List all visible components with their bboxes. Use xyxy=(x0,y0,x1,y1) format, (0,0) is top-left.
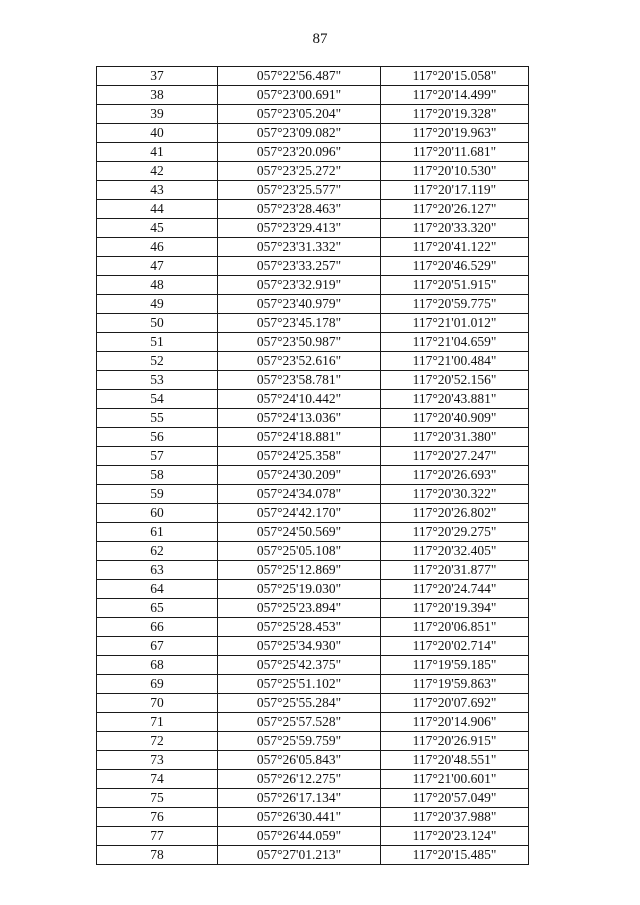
table-row xyxy=(97,485,529,504)
latitude-cell: 057°26'12.275" xyxy=(218,770,381,789)
table-row xyxy=(97,143,529,162)
coordinates-table-body xyxy=(97,67,529,865)
table-row xyxy=(97,827,529,846)
point-number-cell: 66 xyxy=(97,618,218,637)
latitude-cell: 057°25'55.284" xyxy=(218,694,381,713)
point-number-cell: 59 xyxy=(97,485,218,504)
longitude-cell: 117°20'17.119" xyxy=(381,181,529,200)
point-number-cell: 70 xyxy=(97,694,218,713)
table-row xyxy=(97,466,529,485)
point-number-cell: 60 xyxy=(97,504,218,523)
latitude-cell: 057°23'50.987" xyxy=(218,333,381,352)
point-number-cell: 78 xyxy=(97,846,218,865)
longitude-cell: 117°20'06.851" xyxy=(381,618,529,637)
longitude-cell: 117°20'14.906" xyxy=(381,713,529,732)
table-row xyxy=(97,808,529,827)
latitude-cell: 057°26'30.441" xyxy=(218,808,381,827)
table-row xyxy=(97,352,529,371)
latitude-cell: 057°27'01.213" xyxy=(218,846,381,865)
latitude-cell: 057°24'10.442" xyxy=(218,390,381,409)
longitude-cell: 117°20'27.247" xyxy=(381,447,529,466)
latitude-cell: 057°23'25.272" xyxy=(218,162,381,181)
point-number-cell: 49 xyxy=(97,295,218,314)
table-row xyxy=(97,675,529,694)
longitude-cell: 117°20'57.049" xyxy=(381,789,529,808)
table-row xyxy=(97,105,529,124)
longitude-cell: 117°20'11.681" xyxy=(381,143,529,162)
table-row xyxy=(97,162,529,181)
table-row xyxy=(97,390,529,409)
page-number: 87 xyxy=(312,31,328,47)
longitude-cell: 117°20'33.320" xyxy=(381,219,529,238)
table-row xyxy=(97,618,529,637)
latitude-cell: 057°23'28.463" xyxy=(218,200,381,219)
point-number-cell: 68 xyxy=(97,656,218,675)
point-number-cell: 57 xyxy=(97,447,218,466)
point-number-cell: 77 xyxy=(97,827,218,846)
table-row xyxy=(97,732,529,751)
latitude-cell: 057°25'42.375" xyxy=(218,656,381,675)
point-number-cell: 48 xyxy=(97,276,218,295)
table-row xyxy=(97,181,529,200)
longitude-cell: 117°20'48.551" xyxy=(381,751,529,770)
latitude-cell: 057°23'31.332" xyxy=(218,238,381,257)
latitude-cell: 057°23'09.082" xyxy=(218,124,381,143)
latitude-cell: 057°24'50.569" xyxy=(218,523,381,542)
table-row xyxy=(97,276,529,295)
longitude-cell: 117°20'40.909" xyxy=(381,409,529,428)
longitude-cell: 117°20'24.744" xyxy=(381,580,529,599)
point-number-cell: 61 xyxy=(97,523,218,542)
latitude-cell: 057°24'30.209" xyxy=(218,466,381,485)
table-row xyxy=(97,200,529,219)
table-row xyxy=(97,257,529,276)
latitude-cell: 057°23'45.178" xyxy=(218,314,381,333)
table-row xyxy=(97,124,529,143)
point-number-cell: 47 xyxy=(97,257,218,276)
table-row xyxy=(97,371,529,390)
point-number-cell: 71 xyxy=(97,713,218,732)
longitude-cell: 117°20'10.530" xyxy=(381,162,529,181)
table-row xyxy=(97,409,529,428)
table-row xyxy=(97,770,529,789)
point-number-cell: 64 xyxy=(97,580,218,599)
table-row xyxy=(97,580,529,599)
longitude-cell: 117°20'19.394" xyxy=(381,599,529,618)
table-row xyxy=(97,542,529,561)
latitude-cell: 057°23'05.204" xyxy=(218,105,381,124)
latitude-cell: 057°23'20.096" xyxy=(218,143,381,162)
longitude-cell: 117°20'26.915" xyxy=(381,732,529,751)
longitude-cell: 117°20'46.529" xyxy=(381,257,529,276)
longitude-cell: 117°21'01.012" xyxy=(381,314,529,333)
latitude-cell: 057°23'25.577" xyxy=(218,181,381,200)
latitude-cell: 057°25'59.759" xyxy=(218,732,381,751)
longitude-cell: 117°21'00.484" xyxy=(381,352,529,371)
point-number-cell: 72 xyxy=(97,732,218,751)
longitude-cell: 117°20'41.122" xyxy=(381,238,529,257)
point-number-cell: 39 xyxy=(97,105,218,124)
longitude-cell: 117°20'02.714" xyxy=(381,637,529,656)
longitude-cell: 117°20'30.322" xyxy=(381,485,529,504)
latitude-cell: 057°25'51.102" xyxy=(218,675,381,694)
longitude-cell: 117°20'26.802" xyxy=(381,504,529,523)
latitude-cell: 057°25'12.869" xyxy=(218,561,381,580)
point-number-cell: 43 xyxy=(97,181,218,200)
latitude-cell: 057°24'42.170" xyxy=(218,504,381,523)
longitude-cell: 117°20'31.380" xyxy=(381,428,529,447)
longitude-cell: 117°19'59.863" xyxy=(381,675,529,694)
point-number-cell: 40 xyxy=(97,124,218,143)
longitude-cell: 117°20'51.915" xyxy=(381,276,529,295)
latitude-cell: 057°23'00.691" xyxy=(218,86,381,105)
point-number-cell: 54 xyxy=(97,390,218,409)
point-number-cell: 65 xyxy=(97,599,218,618)
table-row xyxy=(97,219,529,238)
point-number-cell: 51 xyxy=(97,333,218,352)
point-number-cell: 62 xyxy=(97,542,218,561)
table-row xyxy=(97,295,529,314)
latitude-cell: 057°25'28.453" xyxy=(218,618,381,637)
point-number-cell: 45 xyxy=(97,219,218,238)
latitude-cell: 057°25'23.894" xyxy=(218,599,381,618)
table-row xyxy=(97,333,529,352)
latitude-cell: 057°25'34.930" xyxy=(218,637,381,656)
latitude-cell: 057°25'19.030" xyxy=(218,580,381,599)
table-row xyxy=(97,751,529,770)
longitude-cell: 117°20'59.775" xyxy=(381,295,529,314)
coordinates-table xyxy=(96,66,529,865)
longitude-cell: 117°20'19.328" xyxy=(381,105,529,124)
table-row xyxy=(97,789,529,808)
longitude-cell: 117°20'52.156" xyxy=(381,371,529,390)
point-number-cell: 69 xyxy=(97,675,218,694)
longitude-cell: 117°20'26.693" xyxy=(381,466,529,485)
point-number-cell: 50 xyxy=(97,314,218,333)
longitude-cell: 117°20'19.963" xyxy=(381,124,529,143)
table-row xyxy=(97,846,529,865)
point-number-cell: 44 xyxy=(97,200,218,219)
longitude-cell: 117°20'23.124" xyxy=(381,827,529,846)
point-number-cell: 42 xyxy=(97,162,218,181)
latitude-cell: 057°24'13.036" xyxy=(218,409,381,428)
table-row xyxy=(97,238,529,257)
latitude-cell: 057°23'52.616" xyxy=(218,352,381,371)
longitude-cell: 117°19'59.185" xyxy=(381,656,529,675)
point-number-cell: 74 xyxy=(97,770,218,789)
longitude-cell: 117°20'29.275" xyxy=(381,523,529,542)
longitude-cell: 117°21'04.659" xyxy=(381,333,529,352)
table-row xyxy=(97,314,529,333)
longitude-cell: 117°21'00.601" xyxy=(381,770,529,789)
point-number-cell: 52 xyxy=(97,352,218,371)
latitude-cell: 057°24'18.881" xyxy=(218,428,381,447)
point-number-cell: 37 xyxy=(97,67,218,86)
point-number-cell: 55 xyxy=(97,409,218,428)
table-row xyxy=(97,561,529,580)
latitude-cell: 057°26'05.843" xyxy=(218,751,381,770)
latitude-cell: 057°26'44.059" xyxy=(218,827,381,846)
table-row xyxy=(97,713,529,732)
point-number-cell: 75 xyxy=(97,789,218,808)
point-number-cell: 46 xyxy=(97,238,218,257)
table-row xyxy=(97,599,529,618)
table-row xyxy=(97,86,529,105)
point-number-cell: 38 xyxy=(97,86,218,105)
table-row xyxy=(97,67,529,86)
point-number-cell: 63 xyxy=(97,561,218,580)
table-row xyxy=(97,656,529,675)
latitude-cell: 057°26'17.134" xyxy=(218,789,381,808)
point-number-cell: 41 xyxy=(97,143,218,162)
table-row xyxy=(97,447,529,466)
longitude-cell: 117°20'26.127" xyxy=(381,200,529,219)
point-number-cell: 76 xyxy=(97,808,218,827)
table-row xyxy=(97,504,529,523)
table-row xyxy=(97,428,529,447)
table-row xyxy=(97,523,529,542)
longitude-cell: 117°20'31.877" xyxy=(381,561,529,580)
table-row xyxy=(97,637,529,656)
longitude-cell: 117°20'07.692" xyxy=(381,694,529,713)
latitude-cell: 057°23'32.919" xyxy=(218,276,381,295)
longitude-cell: 117°20'15.058" xyxy=(381,67,529,86)
longitude-cell: 117°20'15.485" xyxy=(381,846,529,865)
latitude-cell: 057°25'05.108" xyxy=(218,542,381,561)
point-number-cell: 53 xyxy=(97,371,218,390)
longitude-cell: 117°20'14.499" xyxy=(381,86,529,105)
table-row xyxy=(97,694,529,713)
latitude-cell: 057°25'57.528" xyxy=(218,713,381,732)
point-number-cell: 58 xyxy=(97,466,218,485)
point-number-cell: 56 xyxy=(97,428,218,447)
latitude-cell: 057°22'56.487" xyxy=(218,67,381,86)
point-number-cell: 67 xyxy=(97,637,218,656)
point-number-cell: 73 xyxy=(97,751,218,770)
latitude-cell: 057°23'29.413" xyxy=(218,219,381,238)
longitude-cell: 117°20'32.405" xyxy=(381,542,529,561)
latitude-cell: 057°23'58.781" xyxy=(218,371,381,390)
latitude-cell: 057°23'33.257" xyxy=(218,257,381,276)
latitude-cell: 057°24'34.078" xyxy=(218,485,381,504)
longitude-cell: 117°20'37.988" xyxy=(381,808,529,827)
longitude-cell: 117°20'43.881" xyxy=(381,390,529,409)
latitude-cell: 057°24'25.358" xyxy=(218,447,381,466)
latitude-cell: 057°23'40.979" xyxy=(218,295,381,314)
